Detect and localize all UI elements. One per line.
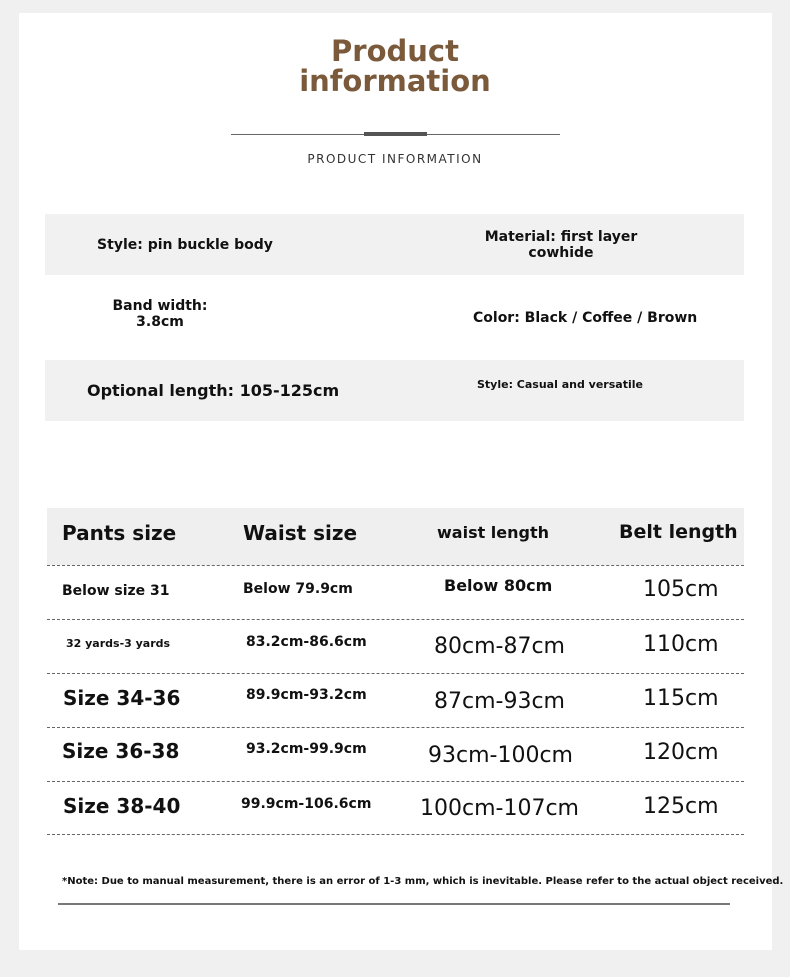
row-2-waist-length: 80cm-87cm: [434, 634, 565, 659]
row-5-waist-size: 99.9cm-106.6cm: [241, 796, 372, 812]
bottom-divider: [58, 903, 730, 905]
row-4-pants-size: Size 36-38: [62, 739, 180, 763]
row-divider: [47, 834, 744, 835]
info-row-3: [45, 360, 744, 421]
row-1-pants-size: Below size 31: [62, 583, 170, 599]
title-line-2: information: [299, 64, 491, 98]
row-4-waist-size: 93.2cm-99.9cm: [246, 741, 367, 757]
row-4-waist-length: 93cm-100cm: [428, 743, 573, 768]
color-text: Color: Black / Coffee / Brown: [473, 309, 698, 326]
row-4-belt-length: 120cm: [643, 740, 719, 765]
header-waist-size: Waist size: [243, 521, 358, 545]
row-1-belt-length: 105cm: [643, 577, 719, 602]
optional-length-text: Optional length: 105-125cm: [87, 380, 340, 400]
band-width-text: [45, 283, 275, 344]
material-line-2: cowhide: [528, 244, 594, 261]
row-3-pants-size: Size 34-36: [63, 686, 181, 710]
header-belt-length: Belt length: [619, 521, 738, 543]
measurement-note: *Note: Due to manual measurement, there is an error of 1-3 mm, which is inevitable. Please refer to the actual object received.: [62, 876, 784, 887]
info-row-2: [45, 283, 744, 344]
row-3-waist-length: 87cm-93cm: [434, 689, 565, 714]
row-1-waist-length: Below 80cm: [444, 576, 553, 595]
row-2-pants-size: 32 yards-3 yards: [66, 637, 171, 650]
row-divider: [47, 673, 744, 674]
row-3-waist-size: 89.9cm-93.2cm: [246, 687, 367, 703]
row-5-pants-size: Size 38-40: [63, 794, 181, 818]
row-divider: [47, 565, 744, 566]
row-1-waist-size: Below 79.9cm: [243, 581, 353, 597]
info-row-1: [45, 214, 744, 275]
row-divider: [47, 781, 744, 782]
header-pants-size: Pants size: [62, 521, 177, 545]
page-subtitle: PRODUCT INFORMATION: [307, 152, 483, 166]
header-waist-length: waist length: [437, 523, 550, 542]
title-line-1: Product: [331, 34, 459, 68]
material-text: [445, 214, 677, 275]
row-2-waist-size: 83.2cm-86.6cm: [246, 634, 367, 650]
style-casual-text: Style: Casual and versatile: [477, 377, 643, 391]
row-divider: [47, 727, 744, 728]
page-title: [0, 36, 790, 96]
title-divider-accent: [364, 132, 427, 136]
row-3-belt-length: 115cm: [643, 686, 719, 711]
row-5-waist-length: 100cm-107cm: [420, 796, 579, 821]
row-5-belt-length: 125cm: [643, 794, 719, 819]
row-divider: [47, 619, 744, 620]
band-width-line-1: Band width:: [112, 297, 208, 314]
row-2-belt-length: 110cm: [643, 632, 719, 657]
band-width-line-2: 3.8cm: [136, 313, 184, 330]
style-body-text: Style: pin buckle body: [97, 236, 273, 253]
material-line-1: Material: first layer: [484, 228, 638, 245]
